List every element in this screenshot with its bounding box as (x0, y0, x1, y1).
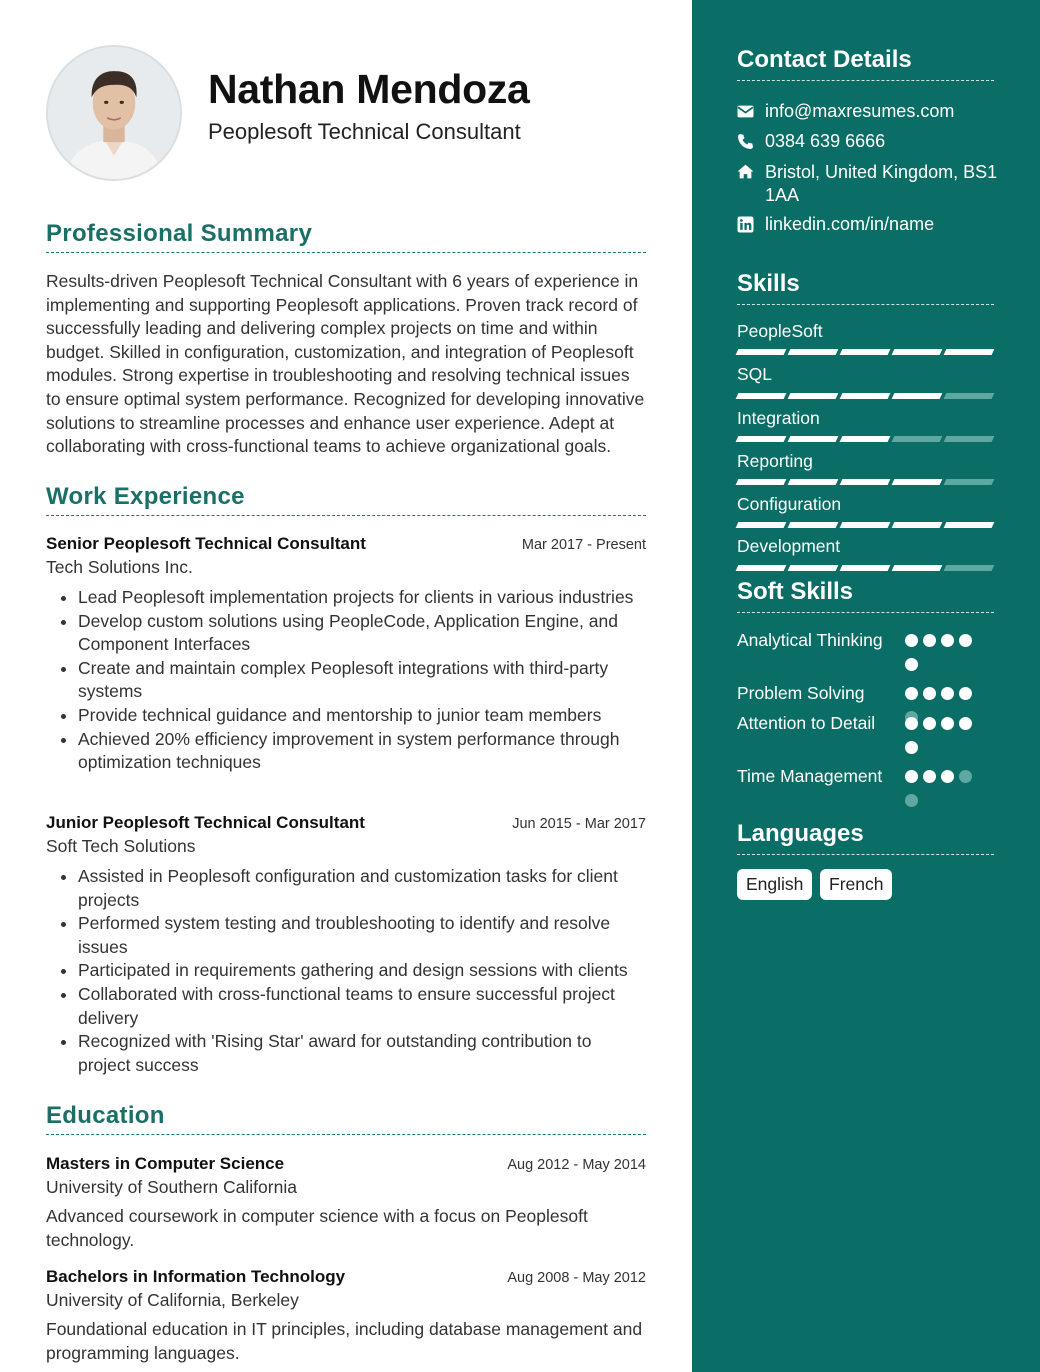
phone-text: 0384 639 6666 (765, 131, 886, 151)
skill-bar-segment (736, 565, 787, 571)
languages-heading: Languages (737, 820, 994, 855)
candidate-title: Peoplesoft Technical Consultant (208, 119, 521, 144)
job-dates: Mar 2017 - Present (521, 537, 646, 553)
skill-bar-segment (736, 479, 787, 485)
skill-bar-segment (892, 349, 943, 355)
job-bullets (46, 586, 646, 775)
job-entry (46, 813, 646, 1077)
skill-bar-segment (840, 393, 891, 399)
contact-linkedin[interactable] (737, 214, 999, 235)
skill-bar-segment (788, 565, 839, 571)
skill-level-bar (737, 436, 993, 442)
skill-level-bar (737, 522, 993, 528)
job-title: Senior Peoplesoft Technical Consultant (46, 534, 366, 553)
skill-bar-segment (892, 565, 943, 571)
rating-dot (923, 687, 936, 700)
rating-dot (941, 687, 954, 700)
rating-dot (905, 717, 918, 730)
skill-bar-segment (892, 436, 943, 442)
skill-name: Configuration (737, 494, 842, 514)
summary-text: Results-driven Peoplesoft Technical Consultant with 6 years of experience in implementing and supporting Peoplesoft applications. Proven track record of successfully leading and delivering complex projects on time and within budget. Skilled in configuration, customization, and integration of Peoplesoft modules. Strong expertise in troubleshooting and resolving technical issues to ensure optimal system performance. Recognized for developing innovative solutions to streamline processes and enhance user experience. Adept at collaborating with cross-functional teams to achieve organizational goals. (46, 271, 645, 457)
skill-bar-segment (840, 436, 891, 442)
email-text: info@maxresumes.com (765, 101, 955, 121)
address-text: Bristol, United Kingdom, BS1 1AA (765, 162, 998, 205)
contact-address (737, 161, 999, 207)
job-bullet: • Provide technical guidance and mentorship to junior team members (78, 704, 646, 728)
skill-bar-segment (736, 522, 787, 528)
education-description: Foundational education in IT principles, including database management and programming languages. (46, 1319, 643, 1363)
rating-dot (959, 634, 972, 647)
skill-level-bar (737, 565, 993, 571)
rating-dot (923, 770, 936, 783)
soft-skill-rating (905, 634, 985, 671)
skill-name: SQL (737, 364, 773, 384)
job-bullet: • Lead Peoplesoft implementation projects for clients in various industries (78, 586, 646, 610)
linkedin-text: linkedin.com/in/name (765, 214, 935, 234)
skill-name: Reporting (737, 451, 813, 471)
soft-skill-name: Problem Solving (737, 683, 865, 703)
skill-bar-segment (892, 393, 943, 399)
rating-dot (905, 741, 918, 754)
rating-dot (905, 658, 918, 671)
education-heading: Education (46, 1102, 646, 1135)
rating-dot (923, 717, 936, 730)
skill-bar-segment (788, 479, 839, 485)
phone-icon (737, 131, 765, 152)
job-bullet: • Collaborated with cross-functional teams to ensure successful project delivery (78, 983, 646, 1030)
skill-bar-segment (840, 522, 891, 528)
skill-bar-segment (892, 479, 943, 485)
rating-dot (905, 794, 918, 807)
skill-bar-segment (788, 393, 839, 399)
education-entry (46, 1154, 646, 1252)
skill-bar-segment (944, 436, 995, 442)
school: University of California, Berkeley (46, 1290, 299, 1310)
rating-dot (905, 634, 918, 647)
job-company: Tech Solutions Inc. (46, 557, 193, 577)
job-entry (46, 534, 646, 775)
language-tag: French (820, 869, 892, 900)
rating-dot (941, 634, 954, 647)
soft-skill-name: Analytical Thinking (737, 630, 883, 650)
education-dates: Aug 2012 - May 2014 (507, 1157, 646, 1173)
skill-bar-segment (944, 479, 995, 485)
contact-email[interactable] (737, 101, 999, 122)
candidate-name: Nathan Mendoza (208, 66, 530, 112)
education-entry (46, 1267, 646, 1365)
degree: Bachelors in Information Technology (46, 1267, 346, 1286)
rating-dot (959, 770, 972, 783)
skill-bar-segment (944, 393, 995, 399)
rating-dot (941, 770, 954, 783)
rating-dot (959, 717, 972, 730)
skills-heading: Skills (737, 270, 994, 305)
language-tag: English (737, 869, 812, 900)
job-company: Soft Tech Solutions (46, 836, 196, 856)
rating-dot (959, 687, 972, 700)
avatar (46, 45, 182, 181)
soft-skill-name: Attention to Detail (737, 713, 876, 733)
skill-level-bar (737, 393, 993, 399)
skill-bar-segment (840, 565, 891, 571)
job-dates: Jun 2015 - Mar 2017 (512, 816, 646, 832)
school: University of Southern California (46, 1177, 297, 1197)
job-bullets (46, 865, 646, 1077)
skill-bar-segment (736, 436, 787, 442)
skill-bar-segment (736, 349, 787, 355)
soft-skill-name: Time Management (737, 766, 883, 786)
soft-skills-heading: Soft Skills (737, 578, 994, 613)
rating-dot (905, 770, 918, 783)
soft-skill-rating (905, 717, 985, 754)
rating-dot (923, 634, 936, 647)
job-title: Junior Peoplesoft Technical Consultant (46, 813, 365, 832)
skill-bar-segment (944, 349, 995, 355)
summary-heading: Professional Summary (46, 220, 646, 253)
skill-bar-segment (944, 522, 995, 528)
home-icon (737, 161, 765, 207)
skill-bar-segment (788, 522, 839, 528)
job-bullet: • Achieved 20% efficiency improvement in system performance through optimization techniques (78, 728, 646, 775)
job-bullet: • Recognized with 'Rising Star' award for outstanding contribution to project success (78, 1030, 646, 1077)
contact-heading: Contact Details (737, 46, 994, 81)
skill-level-bar (737, 479, 993, 485)
skill-bar-segment (892, 522, 943, 528)
job-bullet: • Create and maintain complex Peoplesoft integrations with third-party systems (78, 657, 646, 704)
envelope-icon (737, 101, 765, 122)
skill-bar-segment (944, 565, 995, 571)
rating-dot (905, 687, 918, 700)
skill-bar-segment (840, 479, 891, 485)
degree: Masters in Computer Science (46, 1154, 285, 1173)
skill-name: Development (737, 536, 841, 556)
skill-bar-segment (840, 349, 891, 355)
work-heading: Work Experience (46, 483, 646, 516)
skill-name: Integration (737, 408, 820, 428)
skill-bar-segment (788, 436, 839, 442)
skill-bar-segment (788, 349, 839, 355)
job-bullet: • Participated in requirements gathering and design sessions with clients (78, 959, 646, 983)
skill-level-bar (737, 349, 993, 355)
job-bullet: • Performed system testing and troubleshooting to identify and resolve issues (78, 912, 646, 959)
skill-name: PeopleSoft (737, 321, 823, 341)
linkedin-icon (737, 214, 765, 235)
rating-dot (941, 717, 954, 730)
profile-photo (48, 47, 180, 179)
education-dates: Aug 2008 - May 2012 (507, 1270, 646, 1286)
contact-phone[interactable] (737, 131, 999, 152)
education-description: Advanced coursework in computer science with a focus on Peoplesoft technology. (46, 1206, 588, 1250)
soft-skill-rating (905, 770, 985, 807)
job-bullet: • Develop custom solutions using PeopleCode, Application Engine, and Component Interfaces (78, 610, 646, 657)
job-bullet: • Assisted in Peoplesoft configuration and customization tasks for client projects (78, 865, 646, 912)
skill-bar-segment (736, 393, 787, 399)
